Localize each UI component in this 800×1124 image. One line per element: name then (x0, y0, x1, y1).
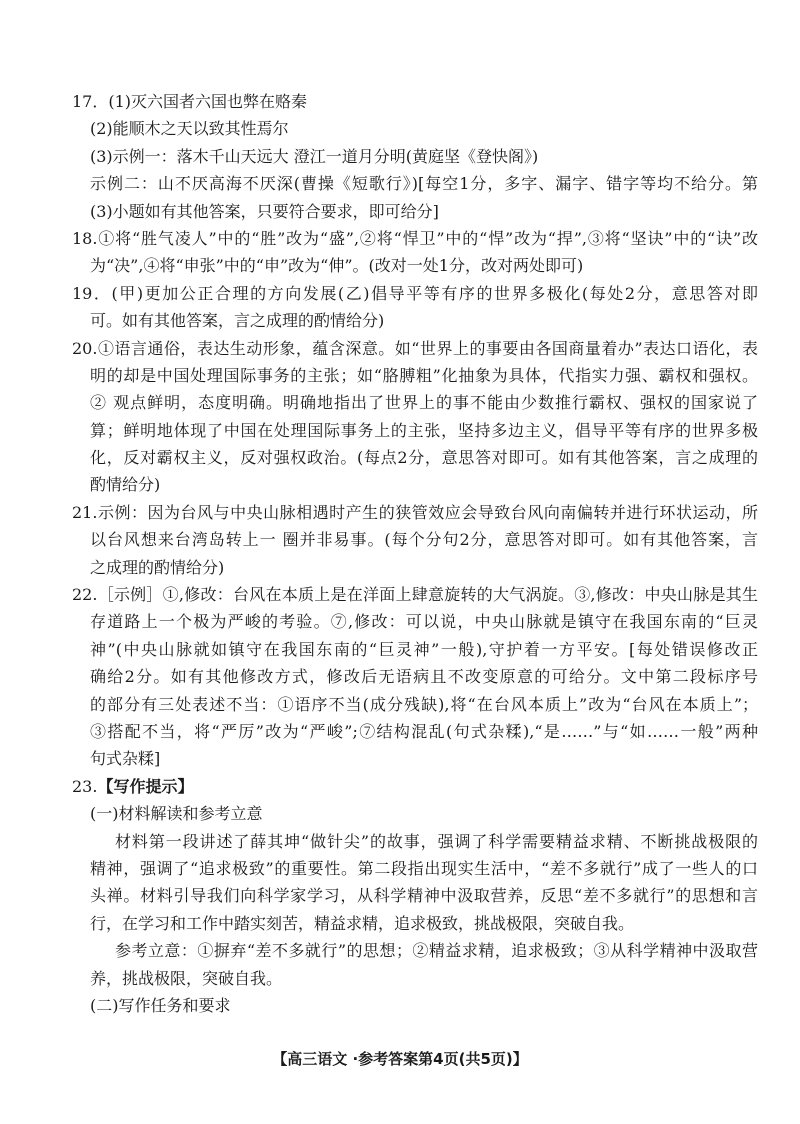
q22-line: 存道路上一个极为严峻的考验。⑦,修改：可以说，中央山脉就是镇守在我国东南的“巨灵 (90, 612, 758, 632)
q22-line: ③搭配不当，将“严厉”改为“严峻”;⑦结构混乱(句式杂糅),“是……”与“如……一般”两种 (90, 721, 758, 741)
q17-line: 17．(1)灭六国者六国也弊在赂秦 (72, 92, 308, 111)
q23-line: 材料第一段讲述了薛其坤“做针尖”的故事，强调了科学需要精益求精、不断挑战极限的 (115, 831, 758, 851)
q20-line: 明的却是中国处理国际事务的主张；如“胳膊粗”化抽象为具体，代指实力强、霸权和强权。 (90, 365, 758, 385)
q23-line: 头禅。材料引导我们向科学家学习，从科学精神中汲取营养，反思“差不多就行”的思想和言 (90, 886, 758, 906)
q20-line: 算；鲜明地体现了中国在处理国际事务上的主张，坚持多边主义，倡导平等有序的世界多极 (90, 420, 758, 440)
q18-line: 为“决”,④将“申张”中的“申”改为“伸”。(改对一处1分，改对两处即可) (90, 256, 584, 276)
q17-line: (3)示例一：落木千山天远大 澄江一道月分明(黄庭坚《登快阁》) (90, 146, 539, 166)
q22-line: 22.［示例］①,修改：台风在本质上是在洋面上肆意旋转的大气涡旋。③,修改：中央山脉是其生 (72, 585, 758, 605)
q19-line: 可。如有其他答案，言之成理的酌情给分) (90, 311, 385, 331)
q21-line: 21.示例：因为台风与中央山脉相遇时产生的狭管效应会导致台风向南偏转并进行环状运动，所 (72, 502, 758, 522)
q17-line: 示例二：山不厌高海不厌深(曹操《短歌行》)[每空1分，多字、漏字、错字等均不给分。第 (90, 174, 758, 194)
q20-line: 20.①语言通俗，表达生动形象，蕴含深意。如“世界上的事要由各国商量着办”表达口语化，表 (72, 338, 758, 358)
q21-line: 之成理的酌情给分) (90, 557, 225, 577)
q23-line: 精神，强调了“追求极致”的重要性。第二段指出现实生活中，“差不多就行”成了一些人的口 (90, 858, 758, 878)
page-footer: 【高三语文 ·参考答案第4页(共5页)】 (272, 1050, 528, 1068)
q22-line: 神”(中央山脉就如镇守在我国东南的“巨灵神”一般),守护着一方平安。[每处错误修改正 (90, 639, 758, 659)
q23-number: 23. (72, 776, 98, 796)
q21-line: 以台风想来台湾岛转上一 圈并非易事。(每个分句2分，意思答对即可。如有其他答案，言 (90, 530, 758, 550)
q20-line: 酌情给分) (90, 475, 161, 495)
q17-line: (3)小题如有其他答案，只要符合要求，即可给分] (90, 201, 439, 221)
q23-line: 行，在学习和工作中踏实刻苦，精益求精，追求极致，挑战极限，突破自我。 (90, 913, 635, 933)
q22-line: 句式杂糅] (90, 749, 161, 769)
q22-line: 的部分有三处表述不当：①语序不当(成分残缺),将“在台风本质上”改为“台风在本质上”； (90, 694, 758, 714)
q17-line: (2)能顺木之天以致其性焉尔 (90, 119, 289, 139)
writing-tips-heading: 【写作提示】 (97, 776, 194, 796)
section-heading: (一)材料解读和参考立意 (90, 804, 263, 824)
q22-line: 确给2分。如有其他修改方式，修改后无语病且不改变原意的可给分。文中第二段标序号 (90, 667, 758, 687)
q19-line: 19．(甲)更加公正合理的方向发展(乙)倡导平等有序的世界多极化(每处2分，意思答对即 (72, 283, 758, 303)
q23-line: 养，挑战极限，突破自我。 (90, 968, 283, 988)
q23-heading (72, 773, 758, 800)
answer-key-page (72, 88, 758, 1019)
q20-line: 化，反对霸权主义，反对强权政治。(每点2分，意思答对即可。如有其他答案，言之成理的 (90, 448, 758, 468)
q18-line: 18.①将“胜气凌人”中的“胜”改为“盛”,②将“悍卫”中的“悍”改为“捍”,③将“坚诀”中的“诀”改 (72, 228, 758, 248)
section-heading: (二)写作任务和要求 (90, 995, 231, 1015)
q23-line: 参考立意：①摒弃“差不多就行”的思想；②精益求精，追求极致；③从科学精神中汲取营 (115, 941, 758, 961)
q20-line: ② 观点鲜明，态度明确。明确地指出了世界上的事不能由少数推行霸权、强权的国家说了 (90, 393, 758, 413)
